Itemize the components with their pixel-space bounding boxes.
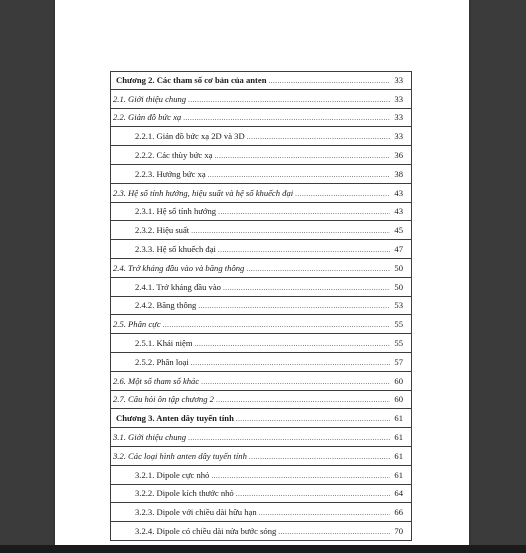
toc-page-number: 38 [394, 168, 403, 179]
dot-leader [246, 265, 390, 273]
dot-leader [247, 133, 390, 141]
toc-title: 2.3. Hệ số tính hướng, hiệu suất và hệ số khuếch đại [113, 187, 294, 198]
toc-row[interactable] [110, 127, 412, 146]
dot-leader [249, 453, 390, 461]
dot-leader [295, 190, 390, 198]
toc-row[interactable] [110, 409, 412, 428]
dot-leader [195, 340, 390, 348]
toc-row[interactable] [110, 485, 412, 504]
toc-page-number: 55 [394, 319, 403, 330]
toc-page-number: 57 [394, 356, 403, 367]
dot-leader [269, 77, 390, 85]
toc-row[interactable] [110, 71, 412, 90]
dot-leader [201, 378, 390, 386]
dot-leader [198, 302, 390, 310]
dot-leader [278, 528, 390, 536]
toc-page-number: 70 [394, 526, 403, 537]
toc-row[interactable] [110, 146, 412, 165]
toc-title: 2.2.2. Các thùy bức xạ [135, 150, 213, 161]
toc-title: Chương 3. Anten dây tuyến tính [116, 413, 234, 424]
toc-row[interactable] [110, 184, 412, 203]
dot-leader [223, 284, 390, 292]
toc-title: 2.3.1. Hệ số tính hướng [135, 206, 217, 217]
toc-title: 3.2.1. Dipole cực nhỏ [135, 469, 210, 480]
toc-row[interactable] [110, 90, 412, 109]
toc-row[interactable] [110, 259, 412, 278]
dot-leader [188, 96, 390, 104]
toc-page-number: 61 [394, 413, 403, 424]
toc-row[interactable] [110, 315, 412, 334]
dot-leader [216, 396, 390, 404]
dot-leader [211, 472, 390, 480]
toc-page-number: 33 [394, 112, 403, 123]
dot-leader [191, 227, 390, 235]
toc-title: 3.1. Giới thiệu chung [113, 432, 187, 443]
toc-row[interactable] [110, 353, 412, 372]
toc-title: 2.5.1. Khái niệm [135, 338, 193, 349]
toc-title: 2.3.2. Hiệu suất [135, 225, 190, 236]
toc-title: 3.2.3. Dipole với chiều dài hữu hạn [135, 507, 257, 518]
toc-title: 2.1. Giới thiệu chung [113, 93, 187, 104]
toc-page-number: 55 [394, 338, 403, 349]
toc-page-number: 43 [394, 187, 403, 198]
toc-page-number: 64 [394, 488, 403, 499]
toc-page-number: 33 [394, 131, 403, 142]
toc-page-number: 36 [394, 150, 403, 161]
toc-row[interactable] [110, 221, 412, 240]
toc-row[interactable] [110, 391, 412, 410]
toc-page-number: 60 [394, 375, 403, 386]
toc-page-number: 43 [394, 206, 403, 217]
dot-leader [188, 434, 390, 442]
toc-title: 2.4.1. Trở kháng đầu vào [135, 281, 221, 292]
toc-row[interactable] [110, 447, 412, 466]
toc-title: 2.5.2. Phân loại [135, 356, 189, 367]
toc-title: 2.2.3. Hướng bức xạ [135, 168, 206, 179]
dot-leader [163, 321, 390, 329]
toc-title: 3.2.2. Dipole kích thước nhỏ [135, 488, 234, 499]
toc-title: 2.4. Trở kháng đầu vào và băng thông [113, 262, 245, 273]
dot-leader [183, 114, 390, 122]
dot-leader [214, 152, 390, 160]
bottom-bar [0, 545, 526, 553]
toc-title: 2.2. Giản đồ bức xạ [113, 112, 182, 123]
dot-leader [208, 171, 390, 179]
toc-row[interactable] [110, 240, 412, 259]
toc-page-number: 61 [394, 432, 403, 443]
toc-row[interactable] [110, 334, 412, 353]
toc-row[interactable] [110, 165, 412, 184]
dot-leader [218, 208, 390, 216]
toc-row[interactable] [110, 278, 412, 297]
toc-page-number: 33 [394, 93, 403, 104]
toc-title: 2.5. Phân cực [113, 319, 161, 330]
toc-title: 2.2.1. Giản đồ bức xạ 2D và 3D [135, 131, 245, 142]
toc-page-number: 60 [394, 394, 403, 405]
dot-leader [218, 246, 390, 254]
toc-page-number: 50 [394, 281, 403, 292]
toc-row[interactable] [110, 466, 412, 485]
toc-row[interactable] [110, 428, 412, 447]
toc-title: 3.2. Các loại hình anten dây tuyến tính [113, 450, 247, 461]
toc-row[interactable] [110, 109, 412, 128]
toc-title: 2.7. Câu hỏi ôn tập chương 2 [113, 394, 214, 405]
toc-row[interactable] [110, 503, 412, 522]
toc-row[interactable] [110, 372, 412, 391]
toc-page-number: 33 [394, 75, 403, 86]
toc-page-number: 47 [394, 244, 403, 255]
toc-page-number: 50 [394, 262, 403, 273]
toc-page-number: 61 [394, 450, 403, 461]
toc-row[interactable] [110, 203, 412, 222]
toc-row[interactable] [110, 522, 412, 541]
dot-leader [236, 415, 390, 423]
toc-title: Chương 2. Các tham số cơ bản của anten [116, 75, 267, 86]
toc-page-number: 53 [394, 300, 403, 311]
dot-leader [236, 490, 390, 498]
table-of-contents [110, 71, 412, 541]
toc-page-number: 66 [394, 507, 403, 518]
toc-title: 3.2.4. Dipole có chiều dài nửa bước sóng [135, 526, 277, 537]
toc-title: 2.3.3. Hệ số khuếch đại [135, 244, 216, 255]
toc-title: 2.6. Một số tham số khác [113, 375, 200, 386]
toc-row[interactable] [110, 297, 412, 316]
toc-title: 2.4.2. Băng thông [135, 300, 197, 311]
toc-page-number: 45 [394, 225, 403, 236]
dot-leader [259, 509, 390, 517]
dot-leader [191, 359, 390, 367]
toc-page-number: 61 [394, 469, 403, 480]
